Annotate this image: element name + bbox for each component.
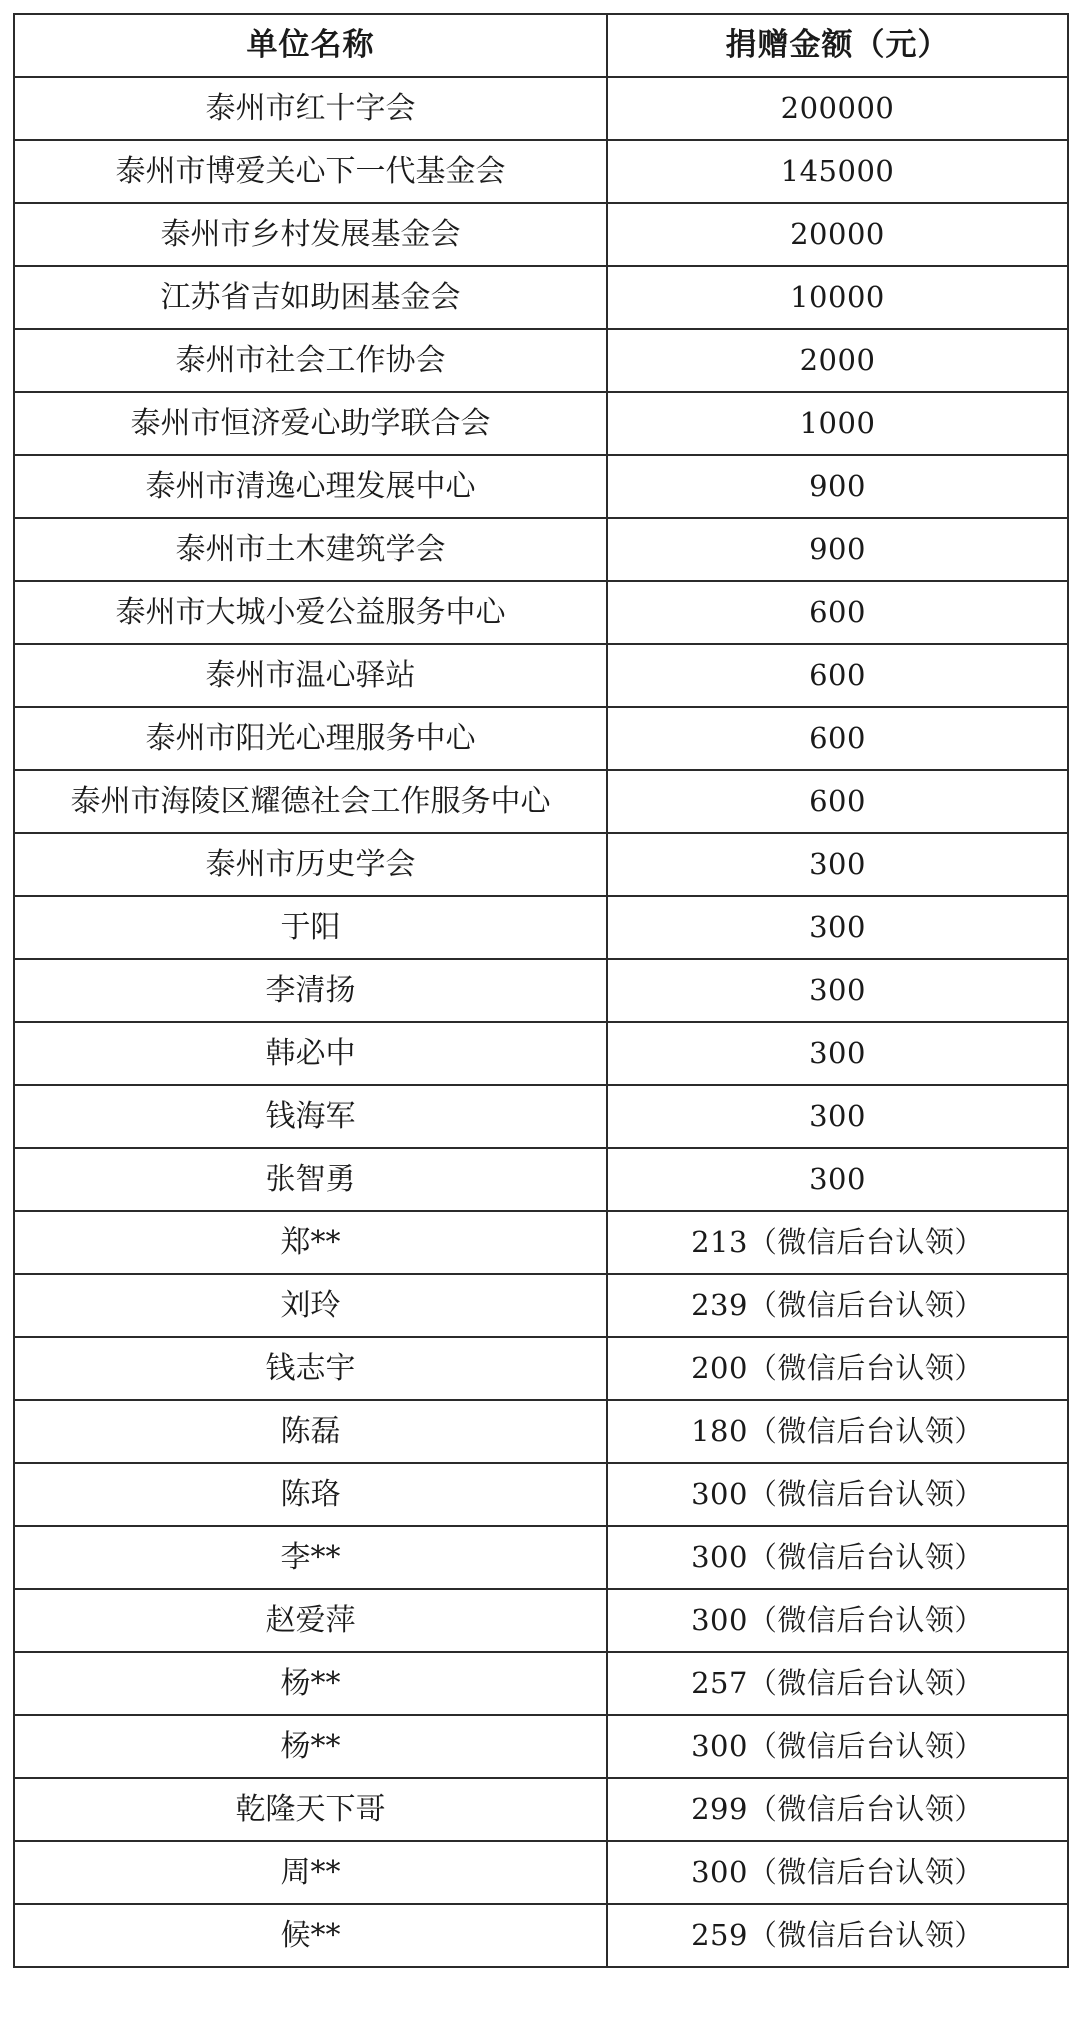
donor-name-cell: 泰州市温心驿站 [14,644,607,707]
table-row [14,1904,1068,1967]
donor-name-cell: 泰州市大城小爱公益服务中心 [14,581,607,644]
donor-name-cell: 于阳 [14,896,607,959]
donor-name-cell: 江苏省吉如助困基金会 [14,266,607,329]
table-row [14,959,1068,1022]
table-row [14,1589,1068,1652]
donor-name-cell: 泰州市红十字会 [14,77,607,140]
table-row [14,833,1068,896]
donation-amount-cell: 300 [607,1022,1068,1085]
table-row [14,1085,1068,1148]
donation-amount-cell: 300 [607,896,1068,959]
table-row [14,707,1068,770]
table-row [14,455,1068,518]
donation-amount-cell: 300（微信后台认领） [607,1715,1068,1778]
donor-name-cell: 泰州市清逸心理发展中心 [14,455,607,518]
donor-name-cell: 刘玲 [14,1274,607,1337]
donor-name-cell: 泰州市海陵区耀德社会工作服务中心 [14,770,607,833]
donor-name-cell: 钱海军 [14,1085,607,1148]
table-row [14,392,1068,455]
table-row [14,203,1068,266]
donation-amount-cell: 1000 [607,392,1068,455]
table-row [14,1337,1068,1400]
donation-amount-cell: 300（微信后台认领） [607,1463,1068,1526]
table-body [14,77,1068,1967]
donor-name-cell: 杨** [14,1652,607,1715]
donation-amount-cell: 10000 [607,266,1068,329]
donor-name-cell: 钱志宇 [14,1337,607,1400]
donor-name-cell: 韩必中 [14,1022,607,1085]
table-row [14,1274,1068,1337]
donor-name-cell: 陈珞 [14,1463,607,1526]
header-amount: 捐赠金额（元） [607,14,1068,77]
table-row [14,770,1068,833]
donation-amount-cell: 2000 [607,329,1068,392]
donation-amount-cell: 600 [607,707,1068,770]
donor-name-cell: 李清扬 [14,959,607,1022]
donation-amount-cell: 300（微信后台认领） [607,1841,1068,1904]
table-row [14,1022,1068,1085]
donation-amount-cell: 257（微信后台认领） [607,1652,1068,1715]
donation-amount-cell: 299（微信后台认领） [607,1778,1068,1841]
table-row [14,896,1068,959]
donation-amount-cell: 300 [607,1085,1068,1148]
table-row [14,644,1068,707]
donor-name-cell: 李** [14,1526,607,1589]
header-row [14,14,1068,77]
donor-name-cell: 泰州市阳光心理服务中心 [14,707,607,770]
donation-amount-cell: 900 [607,455,1068,518]
donation-amount-cell: 600 [607,581,1068,644]
table-row [14,329,1068,392]
table-row [14,1715,1068,1778]
table-row [14,1778,1068,1841]
donor-name-cell: 赵爱萍 [14,1589,607,1652]
donor-name-cell: 泰州市乡村发展基金会 [14,203,607,266]
donation-amount-cell: 20000 [607,203,1068,266]
table-row [14,266,1068,329]
donation-amount-cell: 180（微信后台认领） [607,1400,1068,1463]
table-row [14,1211,1068,1274]
donor-name-cell: 泰州市恒济爱心助学联合会 [14,392,607,455]
table-row [14,77,1068,140]
donation-amount-cell: 200（微信后台认领） [607,1337,1068,1400]
donor-name-cell: 泰州市社会工作协会 [14,329,607,392]
table-row [14,1841,1068,1904]
table-row [14,1148,1068,1211]
donation-amount-cell: 600 [607,644,1068,707]
donor-name-cell: 泰州市土木建筑学会 [14,518,607,581]
donor-name-cell: 泰州市博爱关心下一代基金会 [14,140,607,203]
donation-amount-cell: 300 [607,1148,1068,1211]
donor-name-cell: 张智勇 [14,1148,607,1211]
table-row [14,518,1068,581]
table-row [14,581,1068,644]
donation-amount-cell: 300（微信后台认领） [607,1526,1068,1589]
donor-name-cell: 陈磊 [14,1400,607,1463]
table-row [14,140,1068,203]
donation-amount-cell: 239（微信后台认领） [607,1274,1068,1337]
donation-amount-cell: 145000 [607,140,1068,203]
donation-amount-cell: 600 [607,770,1068,833]
donation-amount-cell: 300（微信后台认领） [607,1589,1068,1652]
donor-name-cell: 周** [14,1841,607,1904]
donation-amount-cell: 200000 [607,77,1068,140]
table-row [14,1463,1068,1526]
donation-amount-cell: 300 [607,833,1068,896]
donation-amount-cell: 213（微信后台认领） [607,1211,1068,1274]
table-row [14,1400,1068,1463]
donor-name-cell: 泰州市历史学会 [14,833,607,896]
donation-amount-cell: 900 [607,518,1068,581]
header-name: 单位名称 [14,14,607,77]
donor-name-cell: 郑** [14,1211,607,1274]
donor-name-cell: 候** [14,1904,607,1967]
donor-name-cell: 乾隆天下哥 [14,1778,607,1841]
donation-amount-cell: 300 [607,959,1068,1022]
table-row [14,1526,1068,1589]
donation-amount-cell: 259（微信后台认领） [607,1904,1068,1967]
donor-name-cell: 杨** [14,1715,607,1778]
donation-table [13,13,1069,1968]
table-header [14,14,1068,77]
table-row [14,1652,1068,1715]
